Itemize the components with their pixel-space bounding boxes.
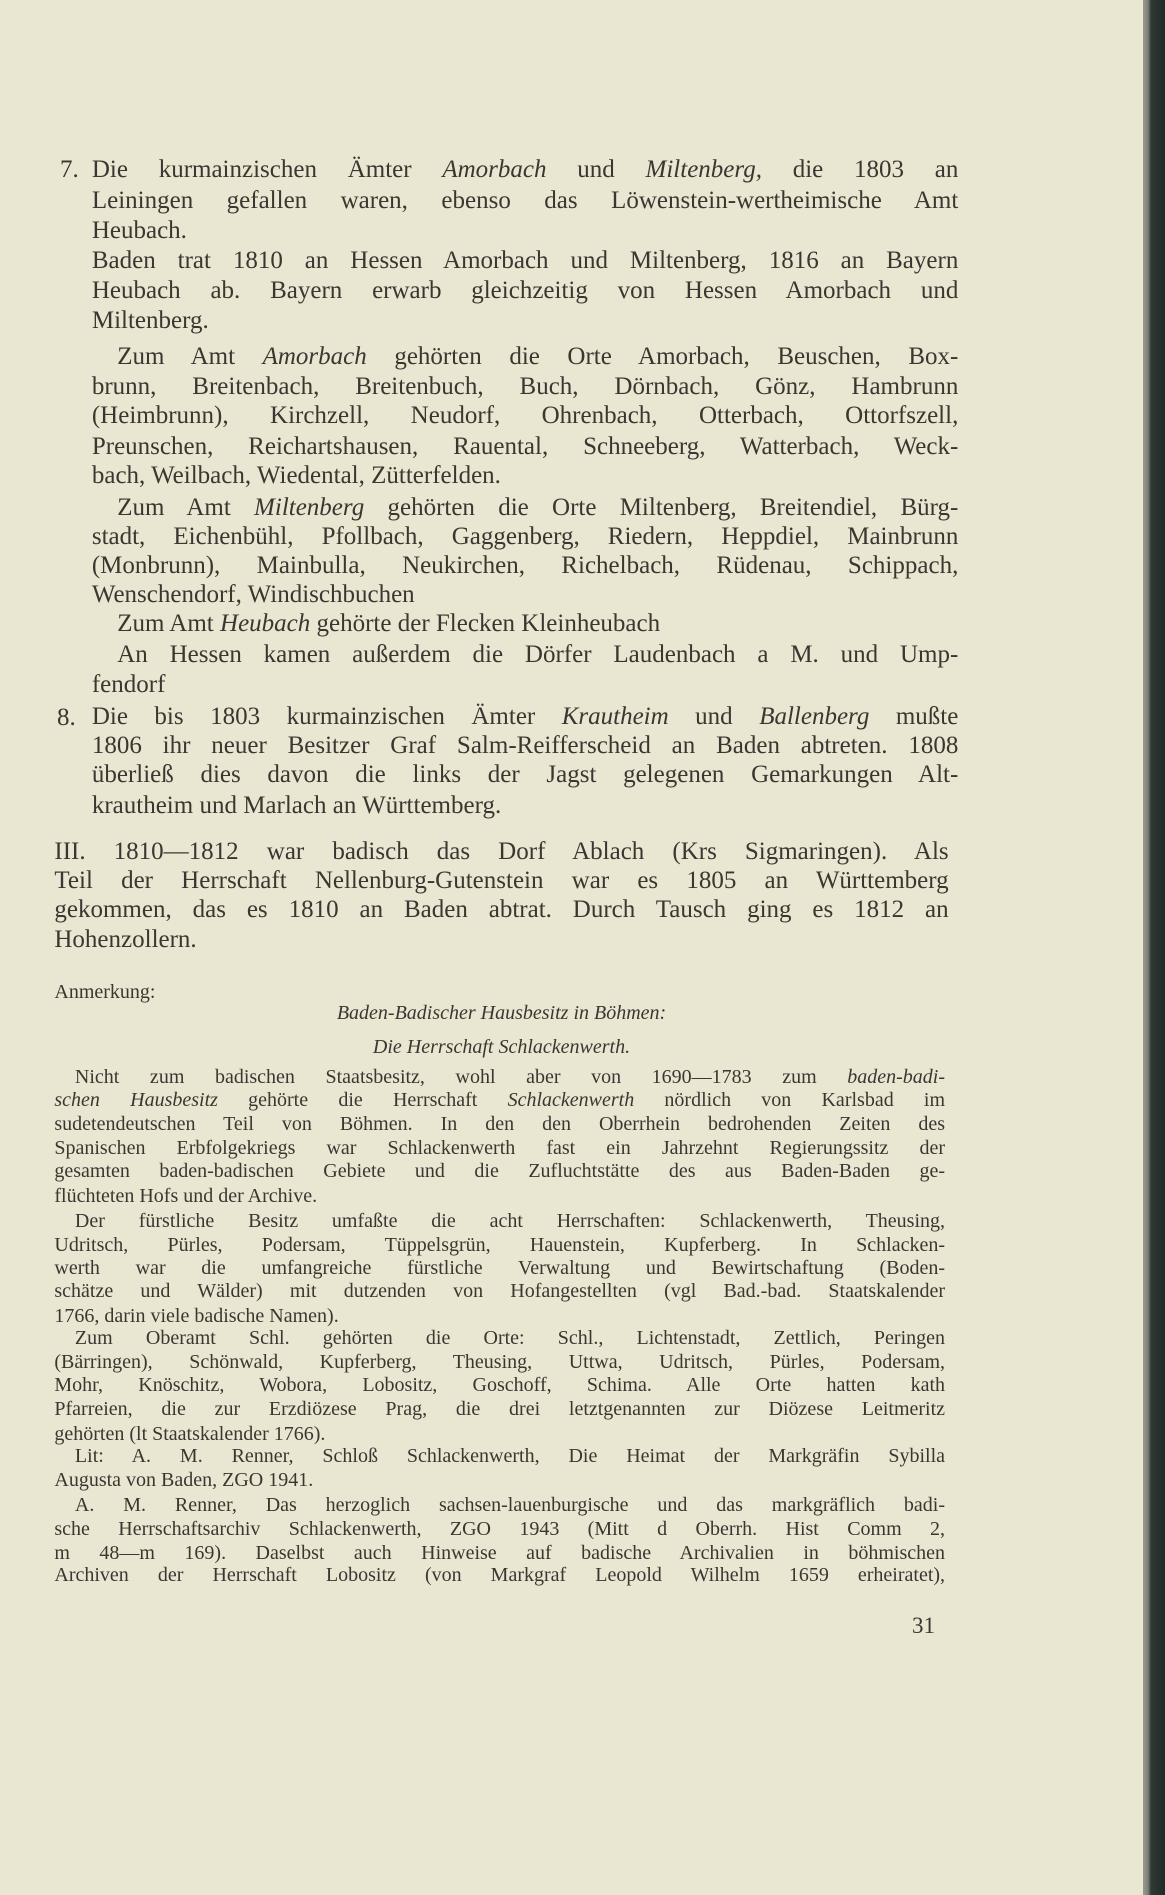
text: Zum Oberamt Schl. gehörten die Orte: Schl., Lichtenstadt, Zettlich, Peringen <box>74 1326 946 1349</box>
italic-text: Miltenberg <box>254 493 365 521</box>
italic-text: Heubach <box>220 609 311 637</box>
italic-text: Baden-Badischer Hausbesitz in Böhmen: <box>336 1001 667 1024</box>
text: gehörten die Orte Amorbach, Beuschen, Box- <box>366 342 959 370</box>
italic-text: Ballenberg <box>759 702 870 730</box>
book-edge <box>1143 0 1165 1895</box>
text-line <box>92 432 958 462</box>
italic-text: baden-badi- <box>847 1065 946 1088</box>
text: Lit: A. M. Renner, Schloß Schlackenwerth, Die Heimat der Markgräfin Sybilla <box>74 1445 946 1468</box>
text-line <box>92 401 958 431</box>
text-line <box>54 1136 945 1160</box>
text: Augusta von Baden, ZGO 1941. <box>54 1469 314 1492</box>
text: gekommen, das es 1810 an Baden abtrat. Durch Tausch ging es 1812 an <box>54 896 949 923</box>
text: gehörten (lt Staatskalender 1766). <box>54 1423 326 1446</box>
text: Pfarreien, die zur Erzdiözese Prag, die drei letztgenannten zur Diözese Leitmeritz <box>54 1398 946 1421</box>
text: Archiven der Herrschaft Lobositz (von Markgraf Leopold Wilhelm 1659 erheiratet), <box>54 1563 946 1586</box>
text: mußte <box>869 702 959 730</box>
text: gehörte der Flecken Kleinheubach <box>310 609 661 637</box>
text: Der fürstliche Besitz umfaßte die acht Herrschaften: Schlackenwerth, Theusing, <box>74 1209 946 1232</box>
text-line <box>54 895 948 925</box>
text-line <box>54 1397 945 1421</box>
text-line <box>54 1159 945 1183</box>
text-line <box>54 1256 945 1280</box>
text: Heubach ab. Bayern erwarb gleichzeitig von Hessen Amorbach und <box>91 277 959 305</box>
text: Hohenzollern. <box>54 926 197 954</box>
text: Die bis 1803 kurmainzischen Ämter <box>91 702 562 730</box>
text-line <box>75 1209 945 1233</box>
text: bach, Weilbach, Wiedental, Zütterfelden. <box>91 462 501 490</box>
text: (Monbrunn), Mainbulla, Neukirchen, Richelbach, Rüdenau, Schippach, <box>91 551 959 579</box>
italic-text: Krautheim <box>561 702 669 730</box>
text: krautheim und Marlach an Württemberg. <box>91 792 502 820</box>
italic-text: Miltenberg, <box>645 156 762 184</box>
text-line <box>54 1304 945 1328</box>
italic-text: Schlackenwerth <box>507 1088 635 1111</box>
text: 1806 ihr neuer Besitzer Graf Salm-Reifferscheid an Baden abtreten. 1808 <box>91 731 959 759</box>
text: sche Herrschaftsarchiv Schlackenwerth, ZGO 1943 (Mitt d Oberrh. Hist Comm 2, <box>54 1517 946 1540</box>
text-line <box>54 1184 945 1208</box>
text: Udritsch, Pürles, Podersam, Tüppelsgrün, Hauenstein, Kupferberg. In Schlacken- <box>54 1233 946 1256</box>
text-line <box>92 216 958 246</box>
text-line <box>54 1279 945 1303</box>
text: Teil der Herrschaft Nellenburg-Gutenstein war es 1805 an Württemberg <box>54 866 949 894</box>
text-line <box>92 276 958 306</box>
text-line <box>54 1468 945 1492</box>
text: Mohr, Knöschitz, Wobora, Lobositz, Goschoff, Schima. Alle Orte hatten kath <box>54 1373 946 1396</box>
italic-text: schen Hausbesitz <box>54 1088 218 1111</box>
text: nördlich von Karlsbad im <box>634 1088 946 1111</box>
text: brunn, Breitenbach, Breitenbuch, Buch, Dörnbach, Gönz, Hambrunn <box>91 372 959 400</box>
text-line <box>54 837 948 867</box>
text-line <box>54 1517 945 1541</box>
text: A. M. Renner, Das herzoglich sachsen-lauenburgische und das markgräflich badi- <box>74 1493 946 1516</box>
text: Preunschen, Reichartshausen, Rauental, Schneeberg, Watterbach, Weck- <box>91 433 959 461</box>
text: Zum Amt <box>117 493 255 521</box>
text-line <box>54 925 948 955</box>
italic-text: Die Herrschaft Schlackenwerth. <box>372 1035 631 1058</box>
text-line <box>92 670 958 700</box>
text: fendorf <box>91 671 166 699</box>
text: (Heimbrunn), Kirchzell, Neudorf, Ohrenbach, Otterbach, Ottorfszell, <box>91 401 959 429</box>
text: Zum Amt <box>117 342 263 370</box>
text-line <box>92 791 958 821</box>
text-line <box>92 186 958 216</box>
text-line <box>117 609 958 639</box>
text-line <box>54 1422 945 1446</box>
text-line <box>75 1326 945 1350</box>
text: An Hessen kamen außerdem die Dörfer Laudenbach a M. und Ump- <box>117 641 959 668</box>
text-line <box>92 580 958 610</box>
text: Leiningen gefallen waren, ebenso das Löwenstein-wertheimische Amt <box>91 186 959 214</box>
section-heading <box>54 1035 948 1059</box>
text: Spanischen Erbfolgekriegs war Schlackenwerth fast ein Jahrzehnt Regierungssitz der <box>54 1137 946 1160</box>
text-line <box>75 1444 945 1468</box>
text: Nicht zum badischen Staatsbesitz, wohl aber von 1690—1783 zum <box>74 1065 848 1088</box>
text: m 48—m 169). Daselbst auch Hinweise auf badische Archivalien in böhmischen <box>54 1541 946 1564</box>
text-line <box>54 1373 945 1397</box>
text-line <box>54 1563 945 1587</box>
text: die 1803 an <box>761 156 959 184</box>
text-line <box>54 1112 945 1136</box>
text-line <box>92 522 958 552</box>
text: Die kurmainzischen Ämter <box>91 156 443 184</box>
text: gesamten baden-badischen Gebiete und die Zufluchtstätte des aus Baden-Baden ge- <box>54 1160 946 1183</box>
text-line <box>92 246 958 276</box>
text-line <box>54 1233 945 1257</box>
text-line <box>75 1065 945 1089</box>
text-line <box>54 1350 945 1374</box>
text-line <box>75 1493 945 1517</box>
section-heading <box>54 1001 948 1025</box>
text-line <box>117 493 958 523</box>
text: Miltenberg. <box>91 307 209 335</box>
text: III. 1810—1812 war badisch das Dorf Ablach (Krs Sigmaringen). Als <box>54 837 949 865</box>
text: 1766, darin viele badische Namen). <box>54 1305 339 1328</box>
text: Wenschendorf, Windischbuchen <box>91 580 415 608</box>
text: flüchteten Hofs und der Archive. <box>54 1185 318 1208</box>
text-line <box>92 306 958 336</box>
text: (Bärringen), Schönwald, Kupferberg, Theusing, Uttwa, Udritsch, Pürles, Podersam, <box>54 1350 946 1373</box>
text: Anmerkung: <box>54 981 156 1004</box>
text-line <box>117 342 958 372</box>
text-line <box>54 1541 945 1565</box>
text-line <box>92 155 958 185</box>
text-line <box>92 372 958 402</box>
text-line <box>117 640 958 670</box>
item-number-8: 8. <box>57 704 76 731</box>
text-line <box>54 1088 945 1112</box>
text: sudetendeutschen Teil von Böhmen. In den den Oberrhein bedrohenden Zeiten des <box>54 1112 946 1135</box>
text: Zum Amt <box>117 609 221 637</box>
text: Heubach. <box>91 216 187 244</box>
text-line <box>92 731 958 761</box>
text: stadt, Eichenbühl, Pfollbach, Gaggenberg, Riedern, Heppdiel, Mainbrunn <box>91 522 959 550</box>
text-line <box>92 551 958 581</box>
page-number: 31 <box>912 1613 935 1638</box>
text-line <box>54 866 948 896</box>
text: und <box>546 156 646 184</box>
text-line <box>92 461 958 491</box>
text: gehörte die Herrschaft <box>217 1088 508 1111</box>
text-line <box>92 760 958 790</box>
text-line <box>92 702 958 732</box>
item-number-7: 7. <box>60 156 79 183</box>
italic-text: Amorbach <box>262 342 367 370</box>
text: und <box>668 702 760 730</box>
text: überließ dies davon die links der Jagst gelegenen Gemarkungen Alt- <box>91 760 959 788</box>
text: werth war die umfangreiche fürstliche Verwaltung und Bewirtschaftung (Boden- <box>54 1256 946 1279</box>
text: Baden trat 1810 an Hessen Amorbach und Miltenberg, 1816 an Bayern <box>91 247 959 275</box>
text: schätze und Wälder) mit dutzenden von Hofangestellten (vgl Bad.-bad. Staatskalender <box>54 1279 946 1302</box>
text: gehörten die Orte Miltenberg, Breitendiel, Bürg- <box>364 493 959 521</box>
italic-text: Amorbach <box>442 156 547 184</box>
